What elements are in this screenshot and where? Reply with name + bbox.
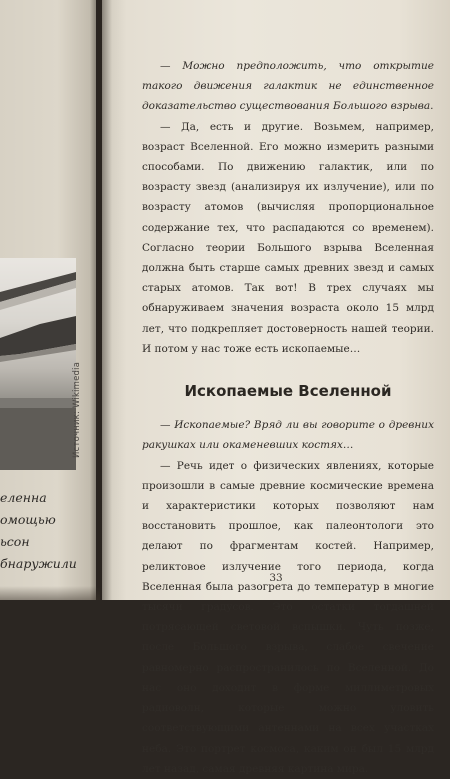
paragraph-question-1: — Можно предположить, что открытие такого движения галактик не единственное доказательство существования Большого взрыва.	[142, 60, 434, 113]
paragraph-question-2: — Ископаемые? Вряд ли вы говорите о древних ракушках или окаменевших костях…	[142, 419, 434, 452]
left-page-text	[0, 487, 77, 575]
left-text-line: ьсон	[0, 534, 30, 549]
table-edge	[0, 586, 100, 600]
photo-caption: Источник: Wikimedia	[72, 361, 82, 458]
left-page	[0, 0, 96, 600]
photo-roof-structure	[0, 258, 76, 470]
left-text-line: бнаружили	[0, 556, 77, 571]
paragraph-answer-2: — Речь идет о физических явлениях, которые произошли в самые древние космические времена и характеристики которых позволяют нам восстановить прошлое, как палеонтологи это делают по фрагментам костей. Например, реликтовое излучение того периода, когда Вселенная была разогрета до температур в многие тысячи градусов. Это остатки тогдашней потрясающей световой вспышки. Чуть позже, после Большого взрыва, слабое свечение равномерно распространилось по Вселенной. До нас оно доходит в форме миллиметровых радиоволн, которые можно уловить соответствующими антеннами на всех участках неба. Это портрет космоса, каким он был 15 млрд лет назад, самая древняя картина мира.	[142, 459, 434, 775]
page-number: 33	[269, 572, 283, 584]
page-body	[142, 56, 434, 779]
right-page	[102, 0, 450, 775]
left-page-photo	[0, 258, 76, 470]
left-text-line: омощью	[0, 512, 56, 527]
book-spine-shadow	[90, 0, 112, 600]
left-text-line: еленна	[0, 490, 47, 505]
paragraph-answer-1: — Да, есть и другие. Возьмем, например, возраст Вселенной. Его можно измерить разными способами. По движению галактик, или по возрасту звезд (анализируя их излучение), или по возрасту атомов (вычисляя пропорциональное содержание тех, что распадаются со временем). Согласно теории Большого взрыва Вселенная должна быть старше самых древних звезд и самых старых атомов. Так вот! В трех случаях мы обнаруживаем значения возраста около 15 млрд лет, что подкрепляет достоверность нашей теории. И потом у нас тоже есть ископаемые…	[142, 120, 434, 355]
section-title: Ископаемые Вселенной	[184, 382, 392, 401]
